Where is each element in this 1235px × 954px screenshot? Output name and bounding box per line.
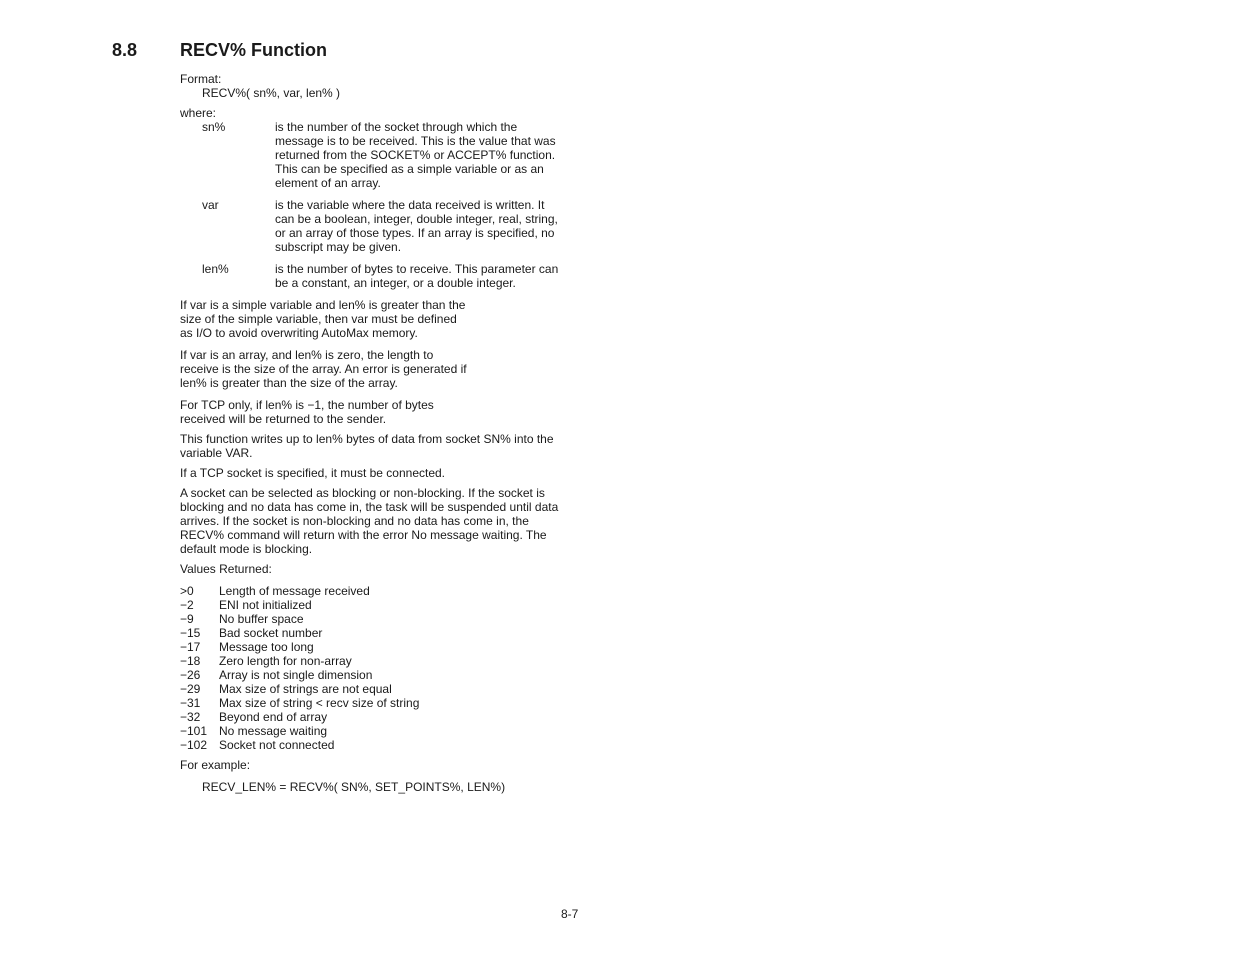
value-text: Bad socket number [219,626,323,640]
value-text: No message waiting [219,724,328,738]
value-text: Beyond end of array [219,710,328,724]
value-text: ENI not initialized [219,598,312,612]
values-list [180,584,565,752]
value-text: Max size of strings are not equal [219,682,392,696]
value-code: −29 [180,682,201,696]
value-row [180,654,565,668]
value-code: −32 [180,710,201,724]
param-desc-text: is the number of bytes to receive. This parameter can be a constant, an integer, or a double integer. [275,262,559,290]
value-code: −31 [180,696,201,710]
example-code: RECV_LEN% = RECV%( SN%, SET_POINTS%, LEN%) [202,780,506,794]
value-code: −26 [180,668,201,682]
example-label: For example: [180,758,251,772]
param-row-sn [202,120,565,190]
value-code: −2 [180,598,194,612]
value-code: −17 [180,640,201,654]
param-row-var [202,198,565,254]
value-code: −101 [180,724,208,738]
page-number: 8-7 [561,907,579,921]
param-name: len% [202,262,229,276]
section-body [180,72,565,794]
value-text: Length of message received [219,584,370,598]
value-row [180,626,565,640]
param-name: sn% [202,120,226,134]
format-label: Format: [180,72,222,86]
value-row [180,584,565,598]
value-row [180,710,565,724]
value-code: −9 [180,612,194,626]
value-code: −15 [180,626,201,640]
value-text: No buffer space [219,612,304,626]
value-row [180,724,565,738]
value-code: −102 [180,738,208,752]
body-paragraph: A socket can be selected as blocking or non-blocking. If the socket is blocking and no data has come in, the task will be suspended until data arrives. If the socket is non-blocking and no data has come in, the RECV% command will return with the error No message waiting. The default mode is blocking. [180,486,559,556]
value-row [180,668,565,682]
param-desc [275,120,565,190]
value-row [180,696,565,710]
body-paragraph: If a TCP socket is specified, it must be connected. [180,466,446,480]
value-text: Zero length for non-array [219,654,352,668]
param-row-len [202,262,565,290]
value-row [180,640,565,654]
value-row [180,612,565,626]
param-name: var [202,198,219,212]
section-title: RECV% Function [180,40,327,60]
param-desc-text: is the number of the socket through which the message is to be received. This is the value that was returned from the SOCKET% or ACCEPT% function. This can be specified as a simple variable or as an element of an array. [275,120,556,190]
value-text: Max size of string < recv size of string [219,696,420,710]
value-text: Socket not connected [219,738,335,752]
value-code: >0 [180,584,194,598]
body-paragraph: This function writes up to len% bytes of data from socket SN% into the variable VAR. [180,432,554,460]
value-row [180,682,565,696]
param-desc [275,262,565,290]
values-label: Values Returned: [180,562,272,576]
len-note: For TCP only, if len% is −1, the number of bytes received will be returned to the sender. [180,398,434,426]
where-label: where: [180,106,217,120]
format-syntax: RECV%( sn%, var, len% ) [202,86,341,100]
param-desc-text: is the variable where the data received is written. It can be a boolean, integer, double integer, real, string, or an array of those types. If an array is specified, no subscript may be given. [275,198,558,254]
value-row [180,598,565,612]
value-text: Message too long [219,640,314,654]
len-note: If var is a simple variable and len% is greater than the size of the simple variable, then var must be defined as I/O to avoid overwriting AutoMax memory. [180,298,466,340]
value-text: Array is not single dimension [219,668,373,682]
param-desc [275,198,565,254]
section-number: 8.8 [112,40,138,60]
value-row [180,738,565,752]
len-note: If var is an array, and len% is zero, the length to receive is the size of the array. An error is generated if len% is greater than the size of the array. [180,348,467,390]
value-code: −18 [180,654,201,668]
